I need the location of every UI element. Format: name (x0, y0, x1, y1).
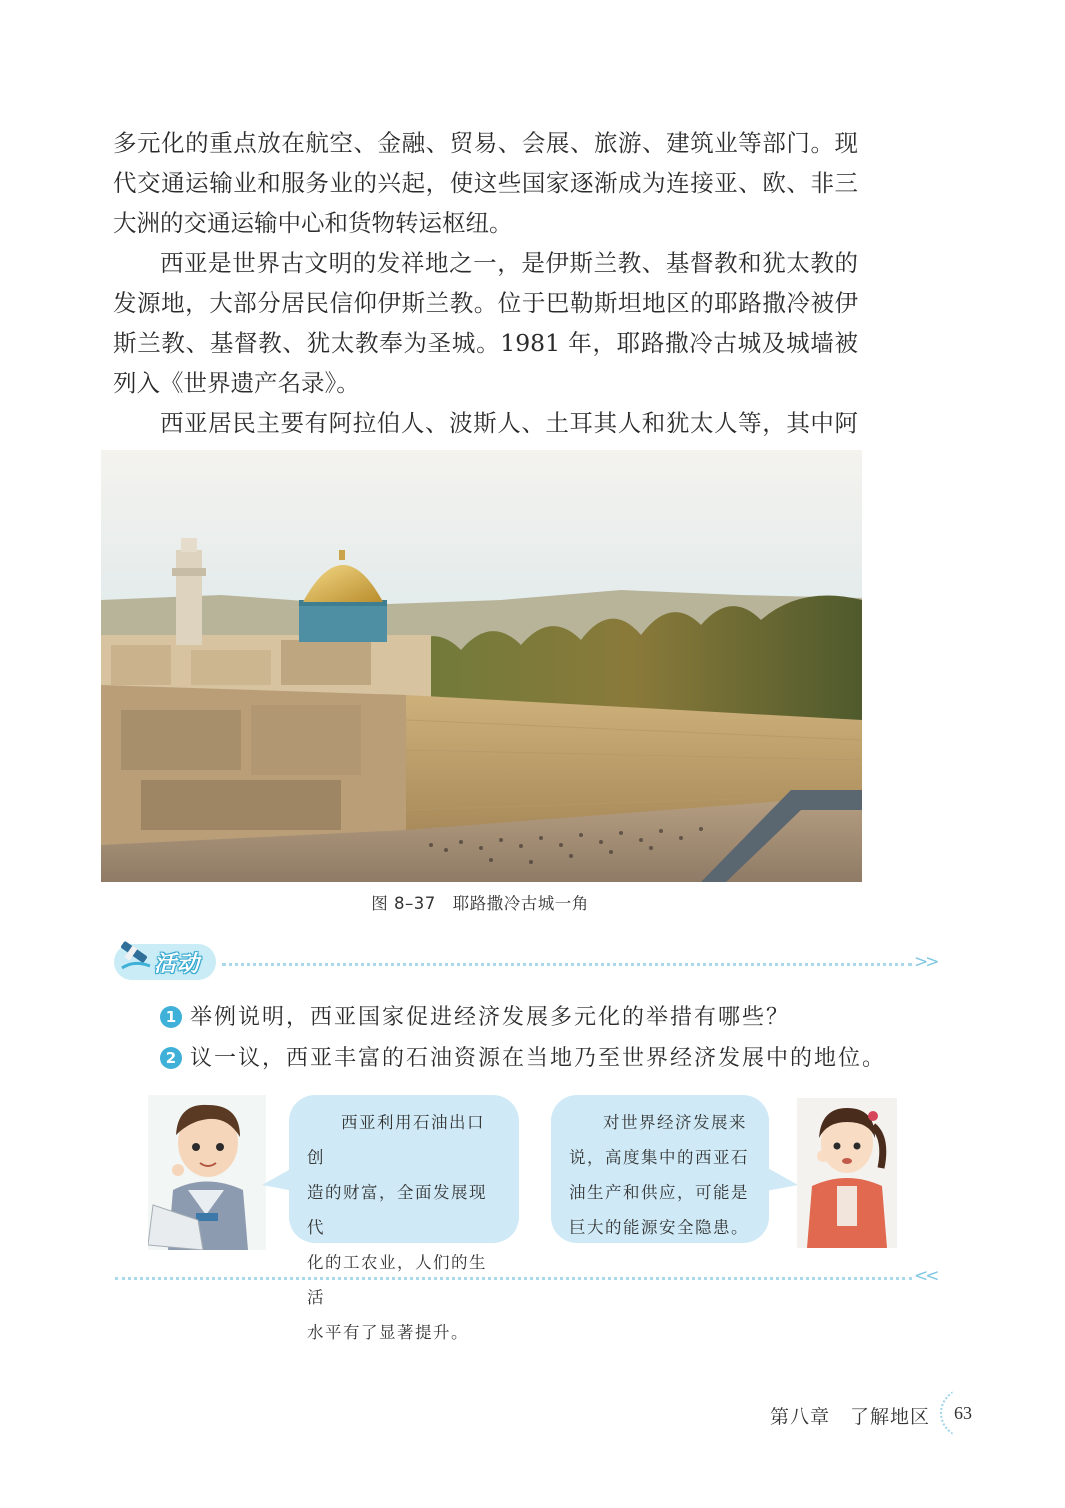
boy-student-illustration (148, 1095, 266, 1250)
double-chevron-right-icon: >> (914, 952, 937, 972)
question-text: 举例说明，西亚国家促进经济发展多元化的举措有哪些？ (190, 1005, 791, 1030)
activity-badge (114, 944, 216, 980)
figure-caption: 图 8–37 耶路撒冷古城一角 (371, 894, 589, 913)
activity-title: 活动 (154, 952, 201, 977)
jerusalem-photo (101, 450, 862, 882)
question-number-badge: 2 (160, 1047, 182, 1069)
speech-bubble-girl (551, 1095, 769, 1243)
speech-bubble-tail-right (766, 1165, 798, 1195)
question-1 (160, 1000, 790, 1031)
chapter-label: 第八章 了解地区 (770, 1406, 931, 1428)
bubble-line: 说，高度集中的西亚石 (569, 1148, 749, 1167)
bubble-line: 西亚利用石油出口创 (307, 1113, 485, 1167)
page-number: 63 (954, 1403, 972, 1423)
speech-bubble-boy (289, 1095, 519, 1342)
dotted-divider-top (222, 963, 912, 966)
paragraph-1: 多元化的重点放在航空、金融、贸易、会展、旅游、建筑业等部门。现代交通运输业和服务业的兴起，使这些国家逐渐成为连接亚、欧、非三大洲的交通运输中心和货物转运枢纽。 (113, 129, 858, 237)
double-chevron-left-icon: << (914, 1266, 937, 1286)
bubble-line: 油生产和供应，可能是 (569, 1183, 749, 1202)
girl-student-illustration (797, 1098, 897, 1248)
bubble-line: 巨大的能源安全隐患。 (569, 1218, 749, 1237)
bubble-line: 对世界经济发展来 (603, 1113, 747, 1132)
satellite-icon (116, 938, 156, 978)
bubble-line: 造的财富，全面发展现代 (307, 1183, 487, 1237)
dotted-divider-bottom (115, 1277, 912, 1280)
bubble-line: 水平有了显著提升。 (307, 1323, 469, 1342)
question-text: 议一议，西亚丰富的石油资源在当地乃至世界经济发展中的地位。 (190, 1046, 887, 1071)
bubble-line: 化的工农业，人们的生活 (307, 1253, 487, 1307)
question-number-badge: 1 (160, 1006, 182, 1028)
question-2 (160, 1041, 886, 1072)
paragraph-3: 西亚居民主要有阿拉伯人、波斯人、土耳其人和犹太人等，其中阿 (160, 409, 858, 437)
paragraph-2: 西亚是世界古文明的发祥地之一，是伊斯兰教、基督教和犹太教的发源地，大部分居民信仰伊斯兰教。位于巴勒斯坦地区的耶路撒冷被伊斯兰教、基督教、犹太教奉为圣城。1981 年，耶路撒冷古城及城墙被列入《世界遗产名录》。 (113, 249, 858, 397)
